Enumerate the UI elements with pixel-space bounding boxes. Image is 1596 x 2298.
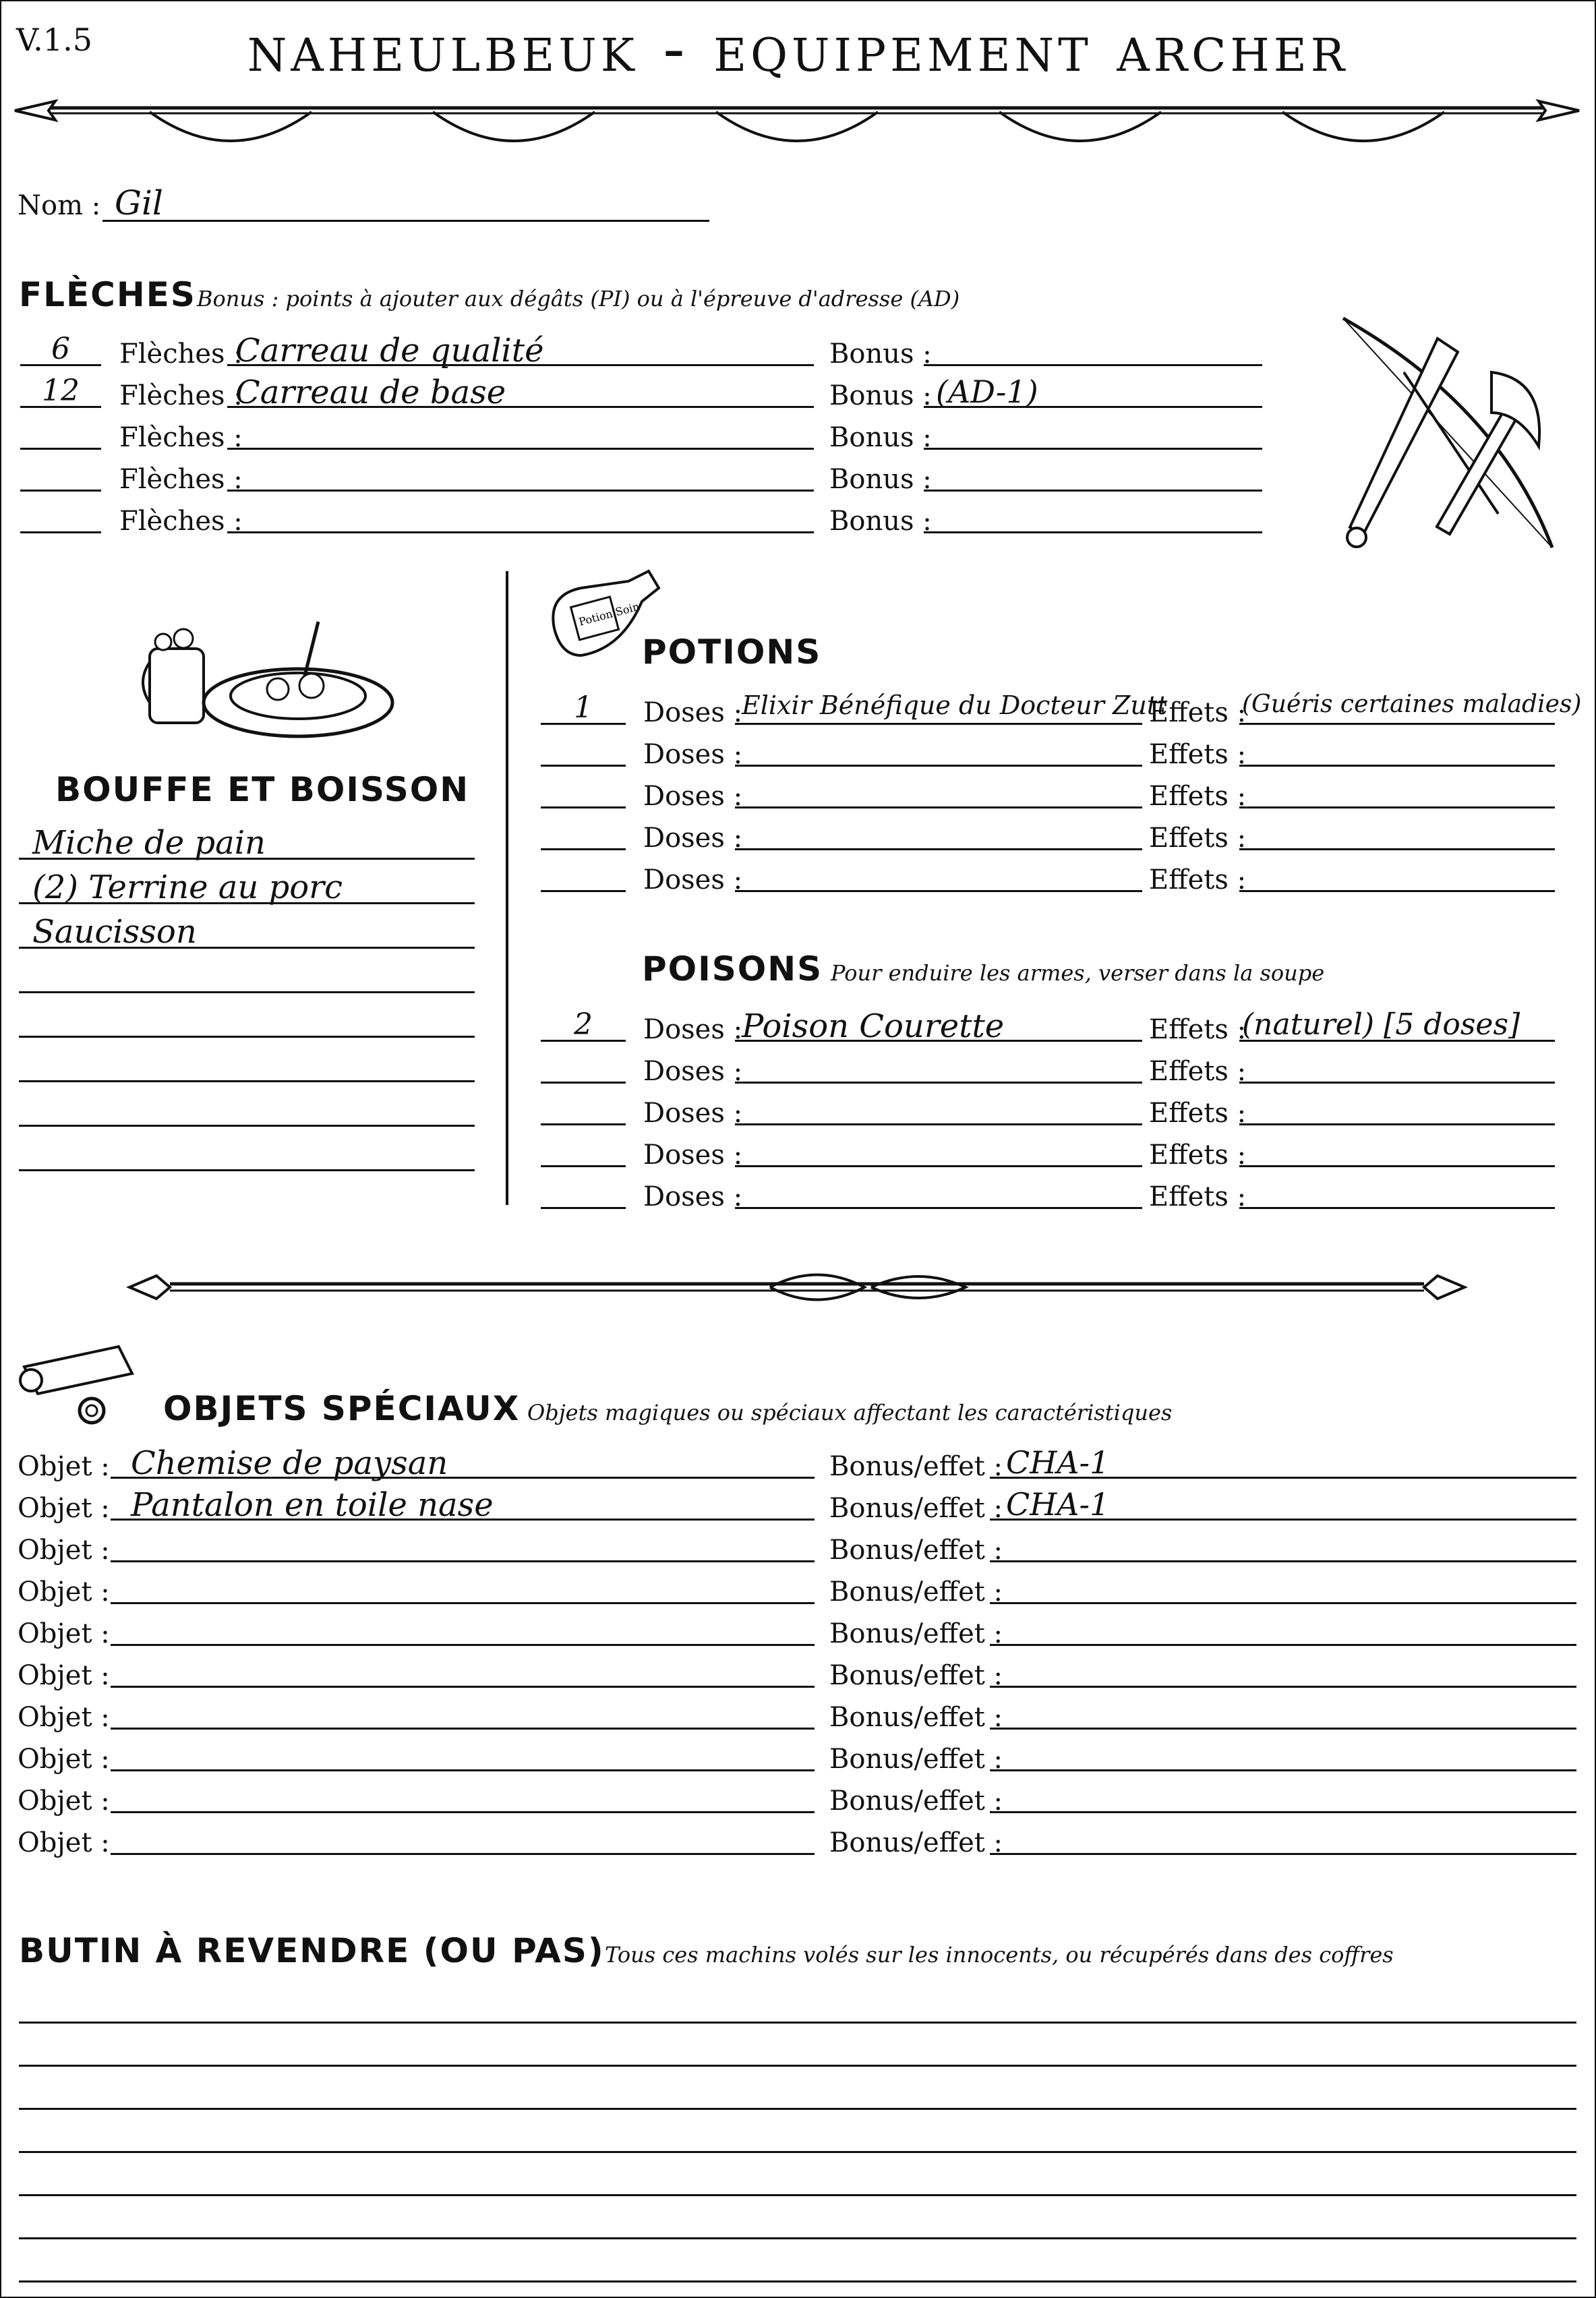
potions-doses-label: Doses : <box>643 781 743 812</box>
objet-bonus <box>990 1612 1006 1648</box>
fleches-label: Flèches : <box>119 422 243 453</box>
potions-name-field[interactable] <box>735 732 1142 767</box>
fleches-heading: FLÈCHES <box>19 275 196 314</box>
poisons-name <box>735 1133 742 1171</box>
objet-label: Objet : <box>18 1786 110 1817</box>
objet-label: Objet : <box>18 1702 110 1733</box>
objet-bonus-field[interactable] <box>990 1779 1576 1813</box>
bouffe-item-field[interactable] <box>19 1047 475 1082</box>
objet-bonus <box>990 1695 1006 1732</box>
spear-divider-icon <box>15 82 1579 156</box>
objet-bonus-label: Bonus/effet : <box>829 1451 1003 1482</box>
bouffe-item-field[interactable] <box>19 1091 475 1127</box>
butin-line[interactable] <box>19 2121 1576 2153</box>
poisons-effets-label: Effets : <box>1149 1098 1247 1129</box>
poisons-doses-label: Doses : <box>643 1014 743 1045</box>
butin-note: Tous ces machins volés sur les innocents, ou récupérés dans des coffres <box>605 1942 1394 1968</box>
objet-name-field[interactable] <box>111 1528 815 1562</box>
staff-divider-icon <box>129 1262 1465 1309</box>
fleches-bonus-field[interactable] <box>924 415 1262 450</box>
bouffe-item-field[interactable] <box>19 868 475 904</box>
poisons-effet: (naturel) [5 doses] <box>1242 1007 1520 1042</box>
potions-effets-label: Effets : <box>1149 781 1247 812</box>
poisons-qty[interactable] <box>541 1049 626 1084</box>
fleches-qty[interactable]: 6 <box>20 332 101 366</box>
objet-name <box>111 1821 131 1858</box>
objet-label: Objet : <box>18 1660 110 1691</box>
potions-name-field[interactable] <box>735 690 1168 725</box>
objet-label: Objet : <box>18 1827 110 1858</box>
fleches-bonus-label: Bonus : <box>829 380 932 411</box>
poisons-effet <box>1239 1091 1242 1125</box>
objet-label: Objet : <box>18 1577 110 1608</box>
poisons-doses-label: Doses : <box>643 1181 743 1212</box>
potions-effet <box>1239 816 1242 844</box>
potions-effet <box>1239 858 1242 885</box>
fleches-bonus-label: Bonus : <box>829 338 932 370</box>
poisons-name <box>735 1091 742 1129</box>
poisons-qty[interactable]: 2 <box>541 1007 626 1042</box>
objets-heading: OBJETS SPÉCIAUX <box>163 1389 521 1428</box>
potions-qty[interactable] <box>541 732 626 767</box>
objet-bonus-field[interactable] <box>990 1737 1576 1771</box>
potions-name-field[interactable] <box>735 816 1142 850</box>
bouffe-item-field[interactable] <box>19 824 475 860</box>
fleches-name-field[interactable] <box>227 499 814 533</box>
bouffe-item-field[interactable] <box>19 913 475 949</box>
fleches-bonus <box>924 457 936 494</box>
potions-effet-field[interactable] <box>1239 816 1555 850</box>
potions-qty[interactable] <box>541 858 626 892</box>
potions-effet <box>1239 774 1242 802</box>
objet-name: Chemise de paysan <box>131 1444 448 1482</box>
poisons-qty[interactable] <box>541 1133 626 1167</box>
fleches-name: Carreau de base <box>235 374 506 411</box>
objet-bonus <box>990 1779 1006 1815</box>
potions-doses-label: Doses : <box>643 739 743 770</box>
objet-bonus <box>990 1528 1006 1564</box>
fleches-label: Flèches : <box>119 338 243 370</box>
fleches-name-field[interactable] <box>227 415 814 450</box>
bouffe-item <box>19 958 32 995</box>
fleches-bonus-field[interactable] <box>924 457 1262 492</box>
fleches-name <box>227 499 235 537</box>
potions-qty[interactable] <box>541 774 626 808</box>
potions-doses-label: Doses : <box>643 823 743 854</box>
poisons-effet-field[interactable] <box>1239 1133 1555 1167</box>
poisons-name-field[interactable] <box>735 1091 1142 1125</box>
poisons-name-field[interactable] <box>735 1175 1142 1209</box>
objet-name-field[interactable] <box>111 1653 815 1688</box>
objet-bonus: CHA-1 <box>1006 1444 1110 1481</box>
objet-name <box>111 1779 131 1817</box>
bouffe-item <box>19 1091 32 1129</box>
potions-effets-label: Effets : <box>1149 697 1247 728</box>
objet-bonus-field[interactable] <box>990 1653 1576 1688</box>
objet-bonus-field[interactable] <box>990 1528 1576 1562</box>
fleches-label: Flèches : <box>119 464 243 495</box>
food-plate-icon <box>136 608 392 743</box>
butin-line[interactable] <box>19 2035 1576 2067</box>
bottle-label: Potion Soin <box>577 599 641 628</box>
nom-label: Nom : <box>18 190 101 221</box>
fleches-bonus-label: Bonus : <box>829 464 932 495</box>
potions-effet <box>1239 732 1242 760</box>
objet-name: Pantalon en toile nase <box>131 1486 494 1524</box>
fleches-qty[interactable] <box>20 499 101 533</box>
poisons-name <box>735 1049 742 1087</box>
objet-label: Objet : <box>18 1451 110 1482</box>
potions-name-field[interactable] <box>735 774 1142 808</box>
potions-effets-label: Effets : <box>1149 864 1247 895</box>
objet-bonus <box>990 1737 1006 1773</box>
objet-bonus-label: Bonus/effet : <box>829 1577 1003 1608</box>
objet-name-field[interactable] <box>111 1779 815 1813</box>
objet-name-field[interactable] <box>111 1612 815 1646</box>
poisons-effet <box>1239 1175 1242 1209</box>
fleches-note: Bonus : points à ajouter aux dégâts (PI) ou à l'épreuve d'adresse (AD) <box>197 286 960 312</box>
objet-name-field[interactable] <box>111 1695 815 1730</box>
butin-line[interactable] <box>19 2078 1576 2110</box>
objet-name <box>111 1570 131 1608</box>
bouffe-item: Saucisson <box>32 913 197 951</box>
poisons-effets-label: Effets : <box>1149 1014 1247 1045</box>
butin-line[interactable] <box>19 1992 1576 2024</box>
fleches-name-field[interactable] <box>227 332 814 370</box>
poisons-effets-label: Effets : <box>1149 1181 1247 1212</box>
potions-name <box>735 774 742 804</box>
poisons-effet <box>1239 1133 1242 1167</box>
objet-bonus-label: Bonus/effet : <box>829 1535 1003 1566</box>
poisons-doses-label: Doses : <box>643 1098 743 1129</box>
objet-bonus <box>990 1653 1006 1690</box>
bouffe-item <box>19 1136 32 1173</box>
poisons-qty[interactable] <box>541 1091 626 1125</box>
potions-name <box>735 732 742 762</box>
fleches-bonus <box>924 332 936 368</box>
objet-name <box>111 1695 131 1733</box>
poisons-name: Poison Courette <box>742 1007 1005 1045</box>
objet-name <box>111 1528 131 1566</box>
butin-line[interactable] <box>19 2164 1576 2196</box>
potions-effet-field[interactable] <box>1239 690 1582 725</box>
objet-bonus-field[interactable] <box>990 1612 1576 1646</box>
fleches-bonus <box>924 415 936 452</box>
poisons-effet-field[interactable] <box>1239 1049 1555 1084</box>
bouffe-item-field[interactable] <box>19 1136 475 1171</box>
poisons-effet-field[interactable] <box>1239 1175 1555 1209</box>
potions-effet-field[interactable] <box>1239 732 1555 767</box>
potions-effet-field[interactable] <box>1239 858 1555 892</box>
poisons-doses-label: Doses : <box>643 1056 743 1087</box>
objet-bonus-field[interactable] <box>990 1444 1576 1479</box>
poisons-name-field[interactable] <box>735 1007 1142 1045</box>
poisons-effet-field[interactable] <box>1239 1007 1555 1042</box>
poisons-effet <box>1239 1049 1242 1084</box>
objet-bonus <box>990 1570 1006 1606</box>
poisons-note: Pour enduire les armes, verser dans la soupe <box>831 960 1325 986</box>
poisons-effets-label: Effets : <box>1149 1140 1247 1171</box>
butin-heading: BUTIN À REVENDRE (OU PAS) <box>19 1931 605 1970</box>
objet-bonus-label: Bonus/effet : <box>829 1493 1003 1524</box>
objet-name <box>111 1653 131 1691</box>
potions-qty[interactable]: 1 <box>541 690 626 725</box>
crossed-weapons-icon <box>1323 312 1579 561</box>
potions-name <box>735 858 742 887</box>
objet-name-field[interactable] <box>111 1486 815 1524</box>
bouffe-item: Miche de pain <box>32 824 266 862</box>
fleches-bonus: (AD-1) <box>936 374 1038 410</box>
objet-bonus-label: Bonus/effet : <box>829 1786 1003 1817</box>
objet-bonus-field[interactable] <box>990 1695 1576 1730</box>
objet-bonus <box>990 1821 1006 1857</box>
objet-bonus-label: Bonus/effet : <box>829 1827 1003 1858</box>
potions-effets-label: Effets : <box>1149 823 1247 854</box>
fleches-bonus-label: Bonus : <box>829 422 932 453</box>
objet-name <box>111 1737 131 1775</box>
fleches-name-field[interactable] <box>227 457 814 492</box>
column-divider <box>506 571 508 1205</box>
fleches-label: Flèches : <box>119 380 243 411</box>
fleches-bonus-field[interactable] <box>924 374 1262 408</box>
poisons-name <box>735 1175 742 1212</box>
objet-bonus-label: Bonus/effet : <box>829 1618 1003 1649</box>
fleches-qty[interactable]: 12 <box>20 374 101 408</box>
potions-effet-field[interactable] <box>1239 774 1555 808</box>
poisons-heading: POISONS <box>642 949 823 989</box>
version-label: V.1.5 <box>16 22 92 58</box>
objet-name-field[interactable] <box>111 1737 815 1771</box>
fleches-label: Flèches : <box>119 506 243 537</box>
bouffe-item-field[interactable] <box>19 1002 475 1038</box>
butin-line[interactable] <box>19 2251 1576 2282</box>
potions-doses-label: Doses : <box>643 864 743 895</box>
objet-label: Objet : <box>18 1493 110 1524</box>
bouffe-item-field[interactable] <box>19 958 475 993</box>
objet-label: Objet : <box>18 1618 110 1649</box>
fleches-bonus-field[interactable] <box>924 332 1262 366</box>
objet-label: Objet : <box>18 1744 110 1775</box>
potions-effets-label: Effets : <box>1149 739 1247 770</box>
objet-name-field[interactable] <box>111 1570 815 1604</box>
fleches-name <box>227 457 235 495</box>
potions-effet: (Guéris certaines maladies) <box>1242 690 1582 718</box>
butin-line[interactable] <box>19 2208 1576 2239</box>
potions-name: Elixir Bénéfique du Docteur Zutt <box>742 690 1168 720</box>
potions-doses-label: Doses : <box>643 697 743 728</box>
poisons-name-field[interactable] <box>735 1133 1142 1167</box>
fleches-name: Carreau de qualité <box>235 332 544 370</box>
objet-name <box>111 1612 131 1649</box>
objet-bonus-label: Bonus/effet : <box>829 1744 1003 1775</box>
objet-bonus-field[interactable] <box>990 1570 1576 1604</box>
potions-heading: POTIONS <box>642 632 822 672</box>
scroll-ring-icon <box>18 1340 159 1427</box>
potions-qty[interactable] <box>541 816 626 850</box>
objet-bonus-label: Bonus/effet : <box>829 1702 1003 1733</box>
fleches-bonus-field[interactable] <box>924 499 1262 533</box>
fleches-bonus <box>924 499 936 535</box>
bouffe-item <box>19 1002 32 1040</box>
fleches-name <box>227 415 235 453</box>
fleches-name-field[interactable] <box>227 374 814 411</box>
fleches-qty[interactable] <box>20 457 101 492</box>
poisons-name-field[interactable] <box>735 1049 1142 1084</box>
objets-note: Objets magiques ou spéciaux affectant les caractéristiques <box>527 1400 1173 1425</box>
objet-bonus: CHA-1 <box>1006 1486 1110 1523</box>
objet-bonus-field[interactable] <box>990 1821 1576 1855</box>
potions-name <box>735 816 742 846</box>
objet-name-field[interactable] <box>111 1444 815 1482</box>
potions-name-field[interactable] <box>735 858 1142 892</box>
poisons-qty[interactable] <box>541 1175 626 1209</box>
bouffe-heading: BOUFFE ET BOISSON <box>55 770 470 809</box>
objet-bonus-label: Bonus/effet : <box>829 1660 1003 1691</box>
fleches-qty[interactable] <box>20 415 101 450</box>
nom-field[interactable] <box>102 183 709 222</box>
objet-label: Objet : <box>18 1535 110 1566</box>
objet-name-field[interactable] <box>111 1821 815 1855</box>
page-title: naheulbeuk - equipement archer <box>247 11 1349 86</box>
poisons-doses-label: Doses : <box>643 1140 743 1171</box>
poisons-effets-label: Effets : <box>1149 1056 1247 1087</box>
poisons-effet-field[interactable] <box>1239 1091 1555 1125</box>
bouffe-item <box>19 1047 32 1084</box>
bouffe-item: (2) Terrine au porc <box>32 868 343 906</box>
objet-bonus-field[interactable] <box>990 1486 1576 1521</box>
fleches-bonus-label: Bonus : <box>829 506 932 537</box>
nom-value: Gil <box>115 183 163 223</box>
